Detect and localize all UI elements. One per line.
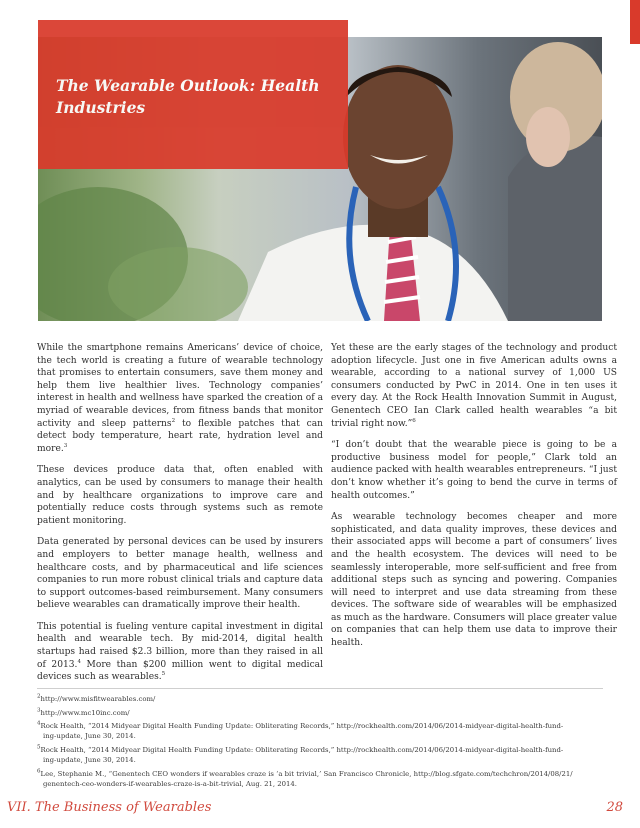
- footnote: $^3$http://www.mc10inc.com/: [37, 707, 130, 717]
- paragraph: These devices produce data that, often enabled with analytics, can be used by consumers to manage their health and by healthcare organizations to improve care and potentially reduce costs through systems such as remote patient monitoring.: [37, 465, 323, 526]
- page-title: The Wearable Outlook: Health Industries: [56, 76, 320, 117]
- footnote: $^6$Lee, Stephanie M., “Genentech CEO wonders if wearables craze is ‘a bit trivial,’ San Francisco Chronicle, http://blog.sfgate.com/techchron/2014/08/21/ genentech-ceo-wonders-if-wearables-craze-is-a-bit-trivial, Aug. 21, 2014.: [37, 768, 573, 789]
- paragraph: Yet these are the early stages of the technology and product adoption lifecycle. Just one in five American adults owns a wearable, according to a national survey of 1,000 US consumers conducted by PwC in 2014. One in ten uses it every day. At the Rock Health Innovation Summit in August, Genentech CEO Ian Clark called health wearables “a bit trivial right now.”$^6$: [331, 343, 617, 429]
- footnote: $^4$Rock Health, “2014 Midyear Digital Health Funding Update: Obliterating Records,” http://rockhealth.com/2014/06/2014-midyear-digital-health-fund- ing-update, June 30, 2014.: [37, 721, 564, 741]
- page-footer: [0, 797, 640, 823]
- title-banner: [38, 20, 348, 169]
- footnote-divider: [37, 688, 603, 689]
- footer-section-title: VII. The Business of Wearables: [7, 800, 212, 815]
- paragraph: While the smartphone remains Americans’ device of choice, the tech world is creating a future of wearable technology that promises to entertain consumers, save them money and help them live healthier lives. Technology companies’ interest in health and wellness have sparked the creation of a myriad of wearable devices, from fitness bands that monitor activity and sleep patterns$^2$ to flexible patches that can detect body temperature, heart rate, hydration level and more.$^3$: [37, 343, 323, 454]
- paragraph: “I don’t doubt that the wearable piece is going to be a productive business model for people,” Clark told an audience packed with health wearables entrepreneurs. “I just don’t know whether it’s going to bend the curve in terms of health outcomes.”: [331, 440, 617, 501]
- right-column: [331, 342, 617, 659]
- corner-accent-tab: [630, 0, 640, 44]
- left-column: [37, 342, 323, 693]
- paragraph: This potential is fueling venture capital investment in digital health and wearable tech. By mid-2014, digital health startups had raised $2.3 billion, more than they raised in all of 2013.$^4$ More than $200 million went to digital medical devices such as wearables.$^5$: [37, 621, 323, 683]
- footnote: $^2$http://www.misfitwearables.com/: [37, 693, 156, 703]
- footnotes: [37, 694, 603, 793]
- footnote: $^5$Rock Health, “2014 Midyear Digital Health Funding Update: Obliterating Records,” http://rockhealth.com/2014/06/2014-midyear-digital-health-fund- ing-update, June 30, 2014.: [37, 744, 564, 765]
- paragraph: Data generated by personal devices can be used by insurers and employers to better manage health, wellness and healthcare costs, and by pharmaceutical and life sciences companies to run more robust clinical trials and capture data to support outcomes-based reimbursement. Many consumers believe wearables can dramatically improve their health.: [37, 537, 323, 611]
- page-number: 28: [606, 800, 623, 815]
- paragraph: As wearable technology becomes cheaper and more sophisticated, and data quality improves, these devices and their associated apps will become a part of consumers’ lives and the health ecosystem. The devices will need to be seamlessly interoperable, more self-sufficient and free from additional steps such as syncing and powering. Companies will need to interpret and use data streaming from these devices. The software side of wearables will be emphasized as much as the hardware. Consumers will place greater value on companies that can help them use data to improve their health.: [331, 512, 617, 649]
